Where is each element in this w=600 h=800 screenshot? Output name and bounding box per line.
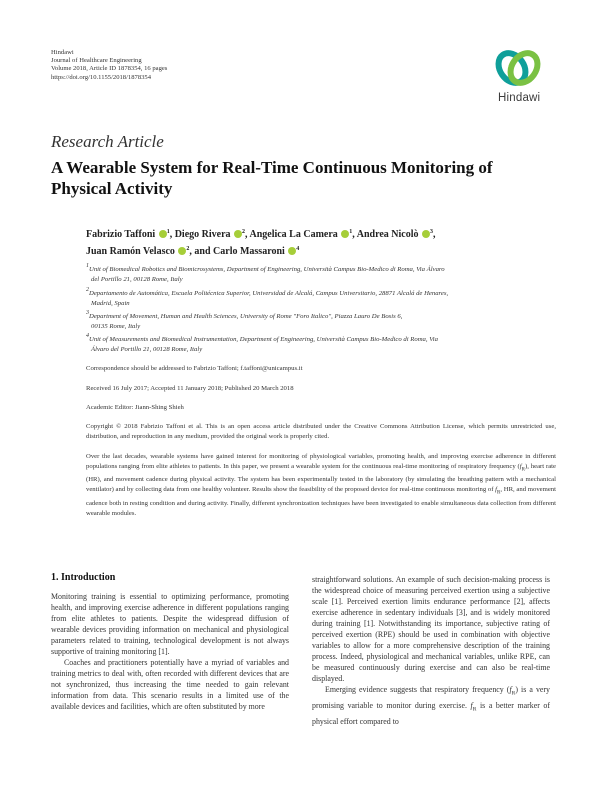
journal-header	[51, 49, 167, 82]
orcid-icon[interactable]	[178, 247, 186, 255]
abstract: Over the last decades, wearable systems have gained interest for monitoring of physiological variables, promoting health, and improving exercise adherence in different populations ranging from elite athletes to patients. In this paper, we present a wearable system for the continuous real-time monitoring of respiratory frequency $(f_R)$, heart rate (HR), and movement cadence during physical activity. The system has been experimentally tested in the laboratory (by simulating the breathing pattern with a mechanical ventilator) and by collecting data from one healthy volunteer. Results show the feasibility of the proposed device for real-time continuous monitoring of $f_R$, HR, and movement cadence both in resting condition and during activity. Finally, different synchronization techniques have been investigated to enable simultaneous data collection from different wearable modules.	[86, 453, 556, 517]
orcid-icon[interactable]	[422, 230, 430, 238]
orcid-icon[interactable]	[341, 230, 349, 238]
body-column-left	[51, 591, 289, 713]
orcid-icon[interactable]	[288, 247, 296, 255]
orcid-icon[interactable]	[159, 230, 167, 238]
author[interactable]: Angelica La Camera iD $^1$	[249, 229, 352, 240]
affiliation-1: $^1$Unit of Biomedical Robotics and Biomicrosystems, Department of Engineering, Università Campus Bio-Medico di Roma, Via Álvaro del Portillo 21, 00128 Rome, Italy	[86, 263, 445, 283]
volume-info: Volume 2018, Article ID 1878354, 16 pages	[51, 65, 168, 73]
correspondence: Correspondence should be addressed to Fabrizio Taffoni; f.taffoni@unicampus.it	[86, 365, 303, 372]
author[interactable]: Fabrizio Taffoni iD $^1$	[86, 229, 170, 240]
body-column-right	[312, 574, 550, 727]
article-type: Research Article	[51, 132, 164, 151]
paragraph: straightforward solutions. An example of such decision-making process is the widespread choice of measuring perceived exertion using a subjective scale [1]. Perceived exertion limits endurance performance [2], affects exercise adherence in sedentary individuals [3], and is widely monitored during training [1]. Notwithstanding its importance, subjective rating of perceived exertion (RPE) should be used in combination with objective variables to allow for a more comprehensive description of the training process. Indeed, physiological and mechanical variables, unlike RPE, can be measured continuously during exercise and can also be real-time displayed.	[312, 575, 550, 684]
publication-dates: Received 16 July 2017; Accepted 11 January 2018; Published 20 March 2018	[86, 385, 294, 392]
hindawi-rings-icon	[490, 46, 552, 92]
author[interactable]: Carlo Massaroni iD $^4$	[213, 246, 299, 257]
academic-editor: Academic Editor: Jiann-Shing Shieh	[86, 404, 184, 411]
journal-name: Journal of Healthcare Engineering	[51, 57, 142, 65]
author[interactable]: Andrea Nicolò iD $^3$	[357, 229, 433, 240]
orcid-icon[interactable]	[234, 230, 242, 238]
affiliation-4: $^4$Unit of Measurements and Biomedical Instrumentation, Department of Engineering, Università Campus Bio-Medico di Roma, Via Álvaro del Portillo 21, 00128 Rome, Italy	[86, 333, 438, 353]
author-list: Fabrizio Taffoni iD $^1$, Diego Rivera iD $^2$, Angelica La Camera iD $^1$, Andrea Nicolò iD $^3$, Juan Ramón Velasco iD $^2$, and Carlo Massaroni iD $^4$	[86, 226, 556, 260]
article-title: A Wearable System for Real-Time Continuous Monitoring of Physical Activity	[51, 158, 493, 198]
author[interactable]: Juan Ramón Velasco iD $^2$	[86, 246, 189, 257]
hindawi-logo	[490, 46, 552, 106]
affiliation-3: $^3$Department of Movement, Human and Health Sciences, University of Rome "Foro Italico", Piazza Lauro De Bosis 6, 00135 Rome, Italy	[86, 310, 403, 330]
paragraph: Emerging evidence suggests that respiratory frequency $(f_R)$ is a very promising variable to monitor during exercise. $f_R$ is a better marker of physical effort compared to	[312, 685, 550, 726]
paragraph: Monitoring training is essential to optimizing performance, promoting health, and improving exercise adherence in different populations ranging from elite athletes to patients. Despite the widespread diffusion of wearable devices providing information on mechanical and physiological parameters related to training, technological development is not always supportive of training monitoring [1].	[51, 592, 289, 657]
doi-link[interactable]: https://doi.org/10.1155/2018/1878354	[51, 73, 152, 81]
affiliation-2: $^2$Departamento de Automática, Escuela Politécnica Superior, Universidad de Alcalá, Campus Universitario, 28871 Alcalá de Henares, Madrid, Spain	[86, 287, 449, 307]
section-heading: 1. Introduction	[51, 572, 116, 583]
logo-text: Hindawi	[498, 92, 541, 104]
author[interactable]: Diego Rivera iD $^2$	[175, 229, 245, 240]
copyright-notice: Copyright © 2018 Fabrizio Taffoni et al. This is an open access article distributed under the Creative Commons Attribution License, which permits unrestricted use, distribution, and reproduction in any medium, provided the original work is properly cited.	[86, 423, 556, 440]
publisher-name: Hindawi	[51, 49, 74, 56]
paragraph: Coaches and practitioners potentially have a myriad of variables and training metrics to deal with, often recorded with different devices that are not synchronized, thus increasing the time needed to gain relevant information from data. This scenario results in a limited use of the available devices and facilities, which are often substituted by more	[51, 658, 289, 712]
